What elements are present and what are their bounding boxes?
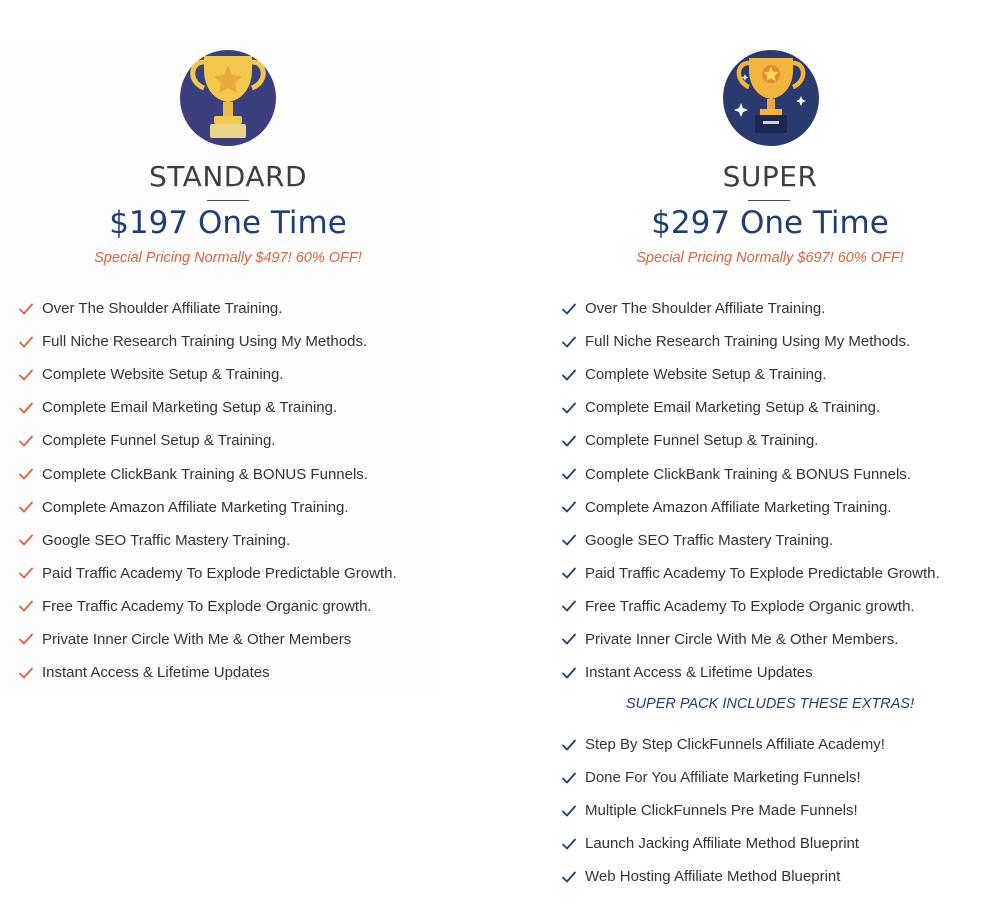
check-icon xyxy=(561,433,577,449)
check-icon xyxy=(18,367,34,383)
feature-text: Over The Shoulder Affiliate Training. xyxy=(585,300,826,318)
list-item xyxy=(18,590,458,623)
check-icon xyxy=(561,301,577,317)
feature-text: Full Niche Research Training Using My Methods. xyxy=(42,333,368,351)
check-icon xyxy=(561,836,577,852)
list-item xyxy=(561,827,1000,860)
title-divider xyxy=(748,200,790,201)
feature-text: Complete ClickBank Training & BONUS Funnels. xyxy=(42,465,368,483)
plan-price: $197 One Time xyxy=(109,205,347,241)
list-item xyxy=(561,358,1000,391)
feature-text: Private Inner Circle With Me & Other Members xyxy=(42,630,352,648)
list-item xyxy=(18,623,458,656)
list-item xyxy=(561,325,1000,358)
feature-text: Google SEO Traffic Mastery Training. xyxy=(42,531,291,549)
check-icon xyxy=(561,400,577,416)
list-item xyxy=(18,358,458,391)
list-item xyxy=(18,656,458,689)
feature-text: Private Inner Circle With Me & Other Members. xyxy=(585,630,899,648)
list-item xyxy=(561,557,1000,590)
check-icon xyxy=(561,466,577,482)
check-icon xyxy=(561,770,577,786)
list-item xyxy=(561,761,1000,794)
feature-text: Paid Traffic Academy To Explode Predictable Growth. xyxy=(585,564,940,582)
super-plan-card xyxy=(540,40,1000,900)
check-icon xyxy=(561,532,577,548)
check-icon xyxy=(561,598,577,614)
check-icon xyxy=(18,499,34,515)
feature-text: Paid Traffic Academy To Explode Predictable Growth. xyxy=(42,564,397,582)
list-item xyxy=(561,794,1000,827)
check-icon xyxy=(561,367,577,383)
check-icon xyxy=(18,301,34,317)
feature-text: Full Niche Research Training Using My Methods. xyxy=(585,333,911,351)
check-icon xyxy=(18,598,34,614)
feature-list xyxy=(561,292,1000,689)
extra-text: Web Hosting Affiliate Method Blueprint xyxy=(585,868,841,886)
list-item xyxy=(561,424,1000,457)
list-item xyxy=(18,292,458,325)
feature-text: Instant Access & Lifetime Updates xyxy=(585,664,813,682)
check-icon xyxy=(561,334,577,350)
list-item xyxy=(18,491,458,524)
list-item xyxy=(561,491,1000,524)
feature-text: Complete Amazon Affiliate Marketing Training. xyxy=(585,498,892,516)
check-icon xyxy=(561,665,577,681)
feature-text: Free Traffic Academy To Explode Organic growth. xyxy=(585,597,915,615)
feature-text: Google SEO Traffic Mastery Training. xyxy=(585,531,834,549)
list-item xyxy=(561,860,1000,893)
plan-name: SUPER xyxy=(722,160,818,193)
list-item xyxy=(561,656,1000,689)
feature-text: Complete ClickBank Training & BONUS Funnels. xyxy=(585,465,911,483)
feature-text: Complete Email Marketing Setup & Training. xyxy=(585,399,881,417)
list-item xyxy=(18,457,458,490)
feature-text: Instant Access & Lifetime Updates xyxy=(42,664,270,682)
feature-list xyxy=(18,292,458,689)
feature-text: Complete Funnel Setup & Training. xyxy=(585,432,819,450)
list-item xyxy=(561,457,1000,490)
feature-text: Complete Amazon Affiliate Marketing Training. xyxy=(42,498,349,516)
feature-text: Free Traffic Academy To Explode Organic growth. xyxy=(42,597,372,615)
plan-price: $297 One Time xyxy=(651,205,889,241)
list-item xyxy=(18,524,458,557)
special-pricing-note: Special Pricing Normally $697! 60% OFF! xyxy=(636,250,904,266)
check-icon xyxy=(561,803,577,819)
trophy-icon xyxy=(178,48,278,148)
check-icon xyxy=(561,869,577,885)
check-icon xyxy=(18,433,34,449)
list-item xyxy=(18,325,458,358)
list-item xyxy=(561,391,1000,424)
list-item xyxy=(561,590,1000,623)
extra-text: Step By Step ClickFunnels Affiliate Academy! xyxy=(585,736,885,754)
feature-text: Complete Website Setup & Training. xyxy=(42,366,284,384)
check-icon xyxy=(561,499,577,515)
check-icon xyxy=(561,565,577,581)
check-icon xyxy=(18,400,34,416)
feature-text: Complete Funnel Setup & Training. xyxy=(42,432,276,450)
feature-text: Complete Website Setup & Training. xyxy=(585,366,827,384)
list-item xyxy=(561,524,1000,557)
extra-text: Done For You Affiliate Marketing Funnels! xyxy=(585,769,861,787)
check-icon xyxy=(18,532,34,548)
check-icon xyxy=(18,466,34,482)
check-icon xyxy=(18,665,34,681)
extras-list xyxy=(561,728,1000,893)
feature-text: Over The Shoulder Affiliate Training. xyxy=(42,300,283,318)
standard-plan-card xyxy=(0,40,440,696)
check-icon xyxy=(561,631,577,647)
list-item xyxy=(18,391,458,424)
plan-name: STANDARD xyxy=(148,160,308,193)
title-divider xyxy=(207,200,249,201)
extra-text: Multiple ClickFunnels Pre Made Funnels! xyxy=(585,802,858,820)
check-icon xyxy=(18,565,34,581)
list-item xyxy=(18,424,458,457)
check-icon xyxy=(561,737,577,753)
list-item xyxy=(561,292,1000,325)
feature-text: Complete Email Marketing Setup & Training. xyxy=(42,399,338,417)
extras-heading: SUPER PACK INCLUDES THESE EXTRAS! xyxy=(625,696,915,712)
extra-text: Launch Jacking Affiliate Method Blueprint xyxy=(585,835,860,853)
check-icon xyxy=(18,631,34,647)
trophy-star-icon xyxy=(721,48,821,148)
list-item xyxy=(18,557,458,590)
special-pricing-note: Special Pricing Normally $497! 60% OFF! xyxy=(94,250,362,266)
list-item xyxy=(561,623,1000,656)
list-item xyxy=(561,728,1000,761)
check-icon xyxy=(18,334,34,350)
